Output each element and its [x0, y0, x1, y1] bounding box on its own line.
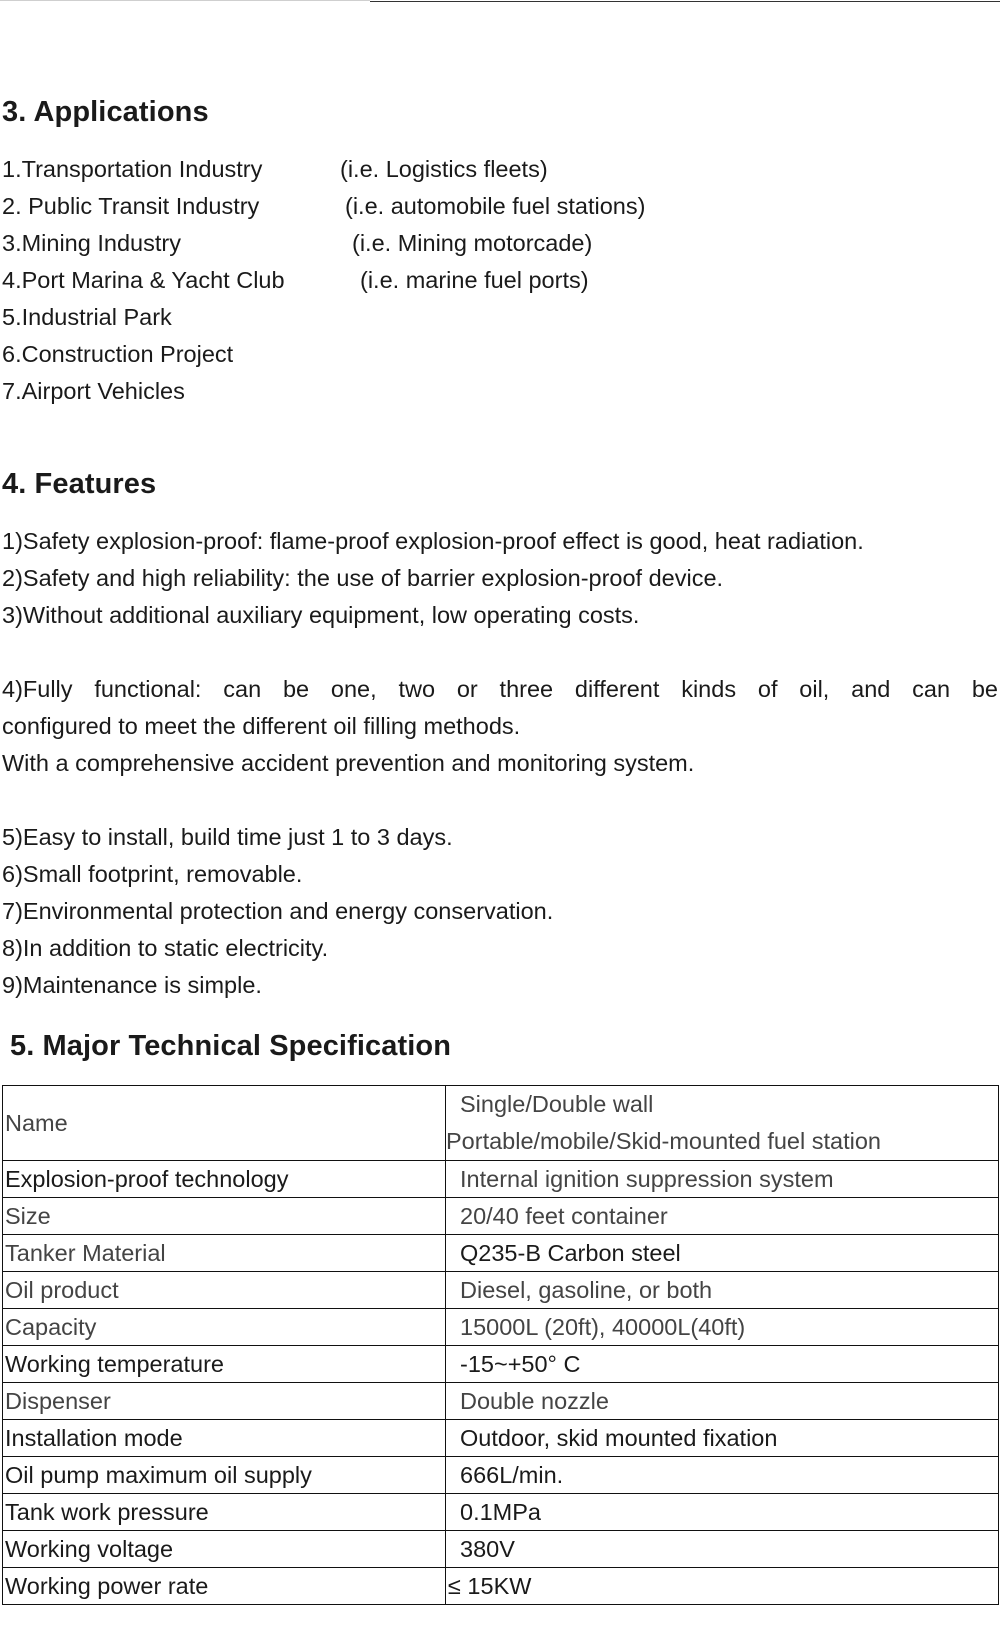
application-item: 6.Construction Project [2, 341, 234, 367]
spec-value: Outdoor, skid mounted fixation [446, 1420, 999, 1457]
feature-item: 8)In addition to static electricity. [2, 935, 329, 961]
table-row [3, 1198, 999, 1235]
features-heading: 4. Features [2, 468, 157, 500]
spec-label: Explosion-proof technology [3, 1161, 446, 1198]
feature-item: 4)Fully functional: can be one, two or three different kinds of oil, and can be [2, 676, 998, 702]
application-item: 2. Public Transit Industry (i.e. automobile fuel stations) [2, 193, 646, 219]
spec-label: Oil product [3, 1272, 446, 1309]
spec-value: Single/Double wall Portable/mobile/Skid-mounted fuel station [446, 1086, 999, 1161]
application-item: 3.Mining Industry (i.e. Mining motorcade) [2, 230, 593, 256]
spec-label: Oil pump maximum oil supply [3, 1457, 446, 1494]
spec-label: Installation mode [3, 1420, 446, 1457]
spec-value: 380V [446, 1531, 999, 1568]
table-row [3, 1309, 999, 1346]
table-row [3, 1161, 999, 1198]
application-item: 5.Industrial Park [2, 304, 172, 330]
table-row [3, 1531, 999, 1568]
table-row [3, 1494, 999, 1531]
table-row [3, 1568, 999, 1605]
spec-value: 0.1MPa [446, 1494, 999, 1531]
spec-label: Working temperature [3, 1346, 446, 1383]
feature-item: 7)Environmental protection and energy conservation. [2, 898, 554, 924]
spec-value: 15000L (20ft), 40000L(40ft) [446, 1309, 999, 1346]
feature-item-continuation: With a comprehensive accident prevention and monitoring system. [2, 750, 695, 776]
table-row [3, 1457, 999, 1494]
application-item: 4.Port Marina & Yacht Club (i.e. marine fuel ports) [2, 267, 589, 293]
spec-value: Internal ignition suppression system [446, 1161, 999, 1198]
spec-table [2, 1085, 999, 1605]
spec-value: 20/40 feet container [446, 1198, 999, 1235]
table-row [3, 1086, 999, 1161]
feature-item: 2)Safety and high reliability: the use of barrier explosion-proof device. [2, 565, 724, 591]
spec-value: -15~+50° C [446, 1346, 999, 1383]
application-item: 1.Transportation Industry (i.e. Logistics fleets) [2, 156, 548, 182]
spec-value: 666L/min. [446, 1457, 999, 1494]
table-row [3, 1420, 999, 1457]
spec-label: Tanker Material [3, 1235, 446, 1272]
applications-heading: 3. Applications [2, 96, 209, 128]
spec-label: Working power rate [3, 1568, 446, 1605]
spec-value: Double nozzle [446, 1383, 999, 1420]
feature-item-continuation: configured to meet the different oil filling methods. [2, 713, 521, 739]
spec-label: Size [3, 1198, 446, 1235]
table-row [3, 1235, 999, 1272]
spec-value: Q235-B Carbon steel [446, 1235, 999, 1272]
spec-label: Capacity [3, 1309, 446, 1346]
table-row [3, 1346, 999, 1383]
spec-label: Dispenser [3, 1383, 446, 1420]
spec-label: Name [3, 1086, 446, 1161]
feature-item: 9)Maintenance is simple. [2, 972, 262, 998]
spec-label: Tank work pressure [3, 1494, 446, 1531]
feature-item: 6)Small footprint, removable. [2, 861, 303, 887]
spec-value: ≤ 15KW [446, 1568, 999, 1605]
application-item: 7.Airport Vehicles [2, 378, 185, 404]
table-row [3, 1383, 999, 1420]
table-row [3, 1272, 999, 1309]
top-rule [0, 0, 1000, 2]
spec-value: Diesel, gasoline, or both [446, 1272, 999, 1309]
feature-item: 1)Safety explosion-proof: flame-proof explosion-proof effect is good, heat radiation. [2, 528, 864, 554]
feature-item: 5)Easy to install, build time just 1 to 3 days. [2, 824, 453, 850]
spec-heading: 5. Major Technical Specification [10, 1030, 452, 1062]
spec-label: Working voltage [3, 1531, 446, 1568]
feature-item: 3)Without additional auxiliary equipment, low operating costs. [2, 602, 640, 628]
